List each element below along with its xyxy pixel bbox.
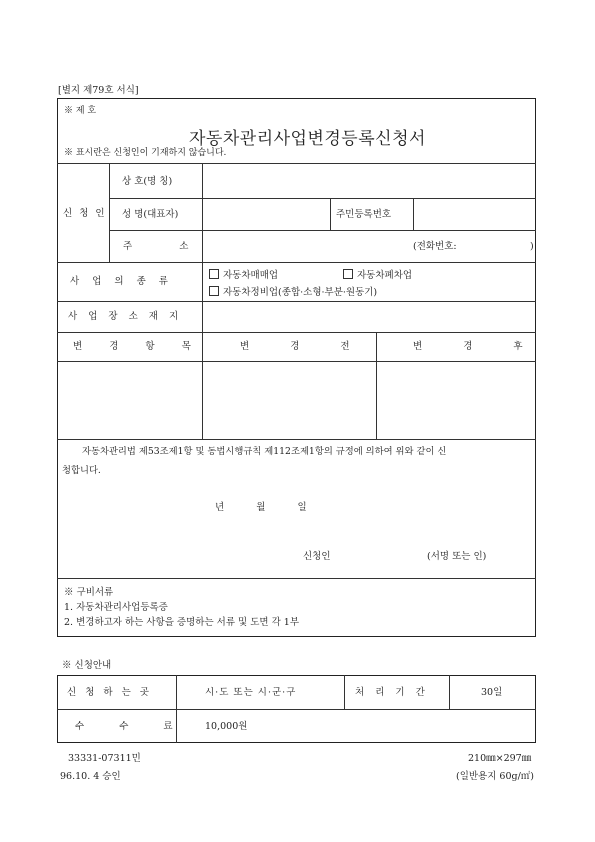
paper-size: 210㎜×297㎜ xyxy=(468,753,532,764)
processing-period-value: 30일 xyxy=(481,687,503,698)
declaration-line-1: 자동차관리법 제53조제1항 및 동법시행규칙 제112조제1항의 규정에 의하여 위와 같이 신 xyxy=(82,446,447,457)
fee-label: 수 수 료 xyxy=(75,721,189,732)
form-label: [별지 제79호 서식] xyxy=(58,85,139,96)
business-type-label: 사 업 의 종 류 xyxy=(70,276,173,287)
phone-label: (전화번호: xyxy=(413,241,457,252)
fee-value: 10,000원 xyxy=(205,721,248,732)
applicant-signature-label: 신청인 xyxy=(303,551,331,562)
form-code: 33331-07311민 xyxy=(68,753,141,764)
business-location-field[interactable] xyxy=(203,302,535,331)
divider xyxy=(344,675,345,709)
option-vehicle-repair[interactable]: 자동차정비업(종합·소형·부분·원동기) xyxy=(209,286,377,298)
checkbox[interactable] xyxy=(343,269,353,279)
application-date: 년 월 일 xyxy=(215,502,311,513)
divider xyxy=(57,709,536,710)
signature-note: (서명 또는 인) xyxy=(427,551,487,562)
option-vehicle-scrapping[interactable]: 자동차폐차업 xyxy=(343,269,412,281)
required-documents-header: ※ 구비서류 xyxy=(64,587,114,598)
change-after-header: 변 경 후 xyxy=(413,341,542,352)
processing-period-label: 처 리 기 간 xyxy=(355,687,429,698)
divider xyxy=(57,439,536,440)
divider xyxy=(449,675,450,709)
address-label: 주 소 xyxy=(123,241,211,252)
checkbox[interactable] xyxy=(209,286,219,296)
resident-number-field[interactable] xyxy=(414,199,535,229)
required-document-item: 1. 자동차관리사업등록증 xyxy=(64,602,168,613)
change-item-header: 변 경 항 목 xyxy=(73,341,203,352)
resident-number-label: 주민등록번호 xyxy=(336,209,392,220)
paper-weight: (일반용지 60g/㎡) xyxy=(456,771,535,782)
name-label: 성 명(대표자) xyxy=(122,209,179,220)
guide-header: ※ 신청안내 xyxy=(62,660,112,671)
applicant-group-label: 신 청 인 xyxy=(63,208,107,219)
business-location-label: 사 업 장 소 재 지 xyxy=(68,311,183,322)
change-before-header: 변 경 전 xyxy=(240,341,369,352)
trade-name-label: 상 호(명 칭) xyxy=(122,176,173,187)
divider xyxy=(57,262,536,263)
application-office-value: 시·도 또는 시·군·구 xyxy=(205,687,297,698)
note-text: ※ 표시란은 신청인이 기재하지 않습니다. xyxy=(64,148,227,158)
address-field[interactable] xyxy=(203,231,413,261)
change-after-field[interactable] xyxy=(377,362,535,438)
receipt-number-label: ※ 제 호 xyxy=(64,106,97,116)
divider xyxy=(330,198,331,230)
divider xyxy=(176,675,177,743)
form-title: 자동차관리사업변경등록신청서 xyxy=(189,129,426,149)
change-item-field[interactable] xyxy=(58,362,201,438)
divider xyxy=(57,332,536,333)
application-office-label: 신 청 하 는 곳 xyxy=(67,687,152,698)
checkbox[interactable] xyxy=(209,269,219,279)
option-vehicle-sales[interactable]: 자동차매매업 xyxy=(209,269,278,281)
phone-close: ) xyxy=(530,241,534,252)
divider xyxy=(57,578,536,579)
declaration-line-2: 청합니다. xyxy=(62,465,101,476)
change-before-field[interactable] xyxy=(203,362,375,438)
trade-name-field[interactable] xyxy=(203,164,535,197)
name-field[interactable] xyxy=(203,199,329,229)
divider xyxy=(109,163,110,262)
approval-date: 96.10. 4 승인 xyxy=(60,771,121,782)
required-document-item: 2. 변경하고자 하는 사항을 증명하는 서류 및 도면 각 1부 xyxy=(64,617,300,628)
